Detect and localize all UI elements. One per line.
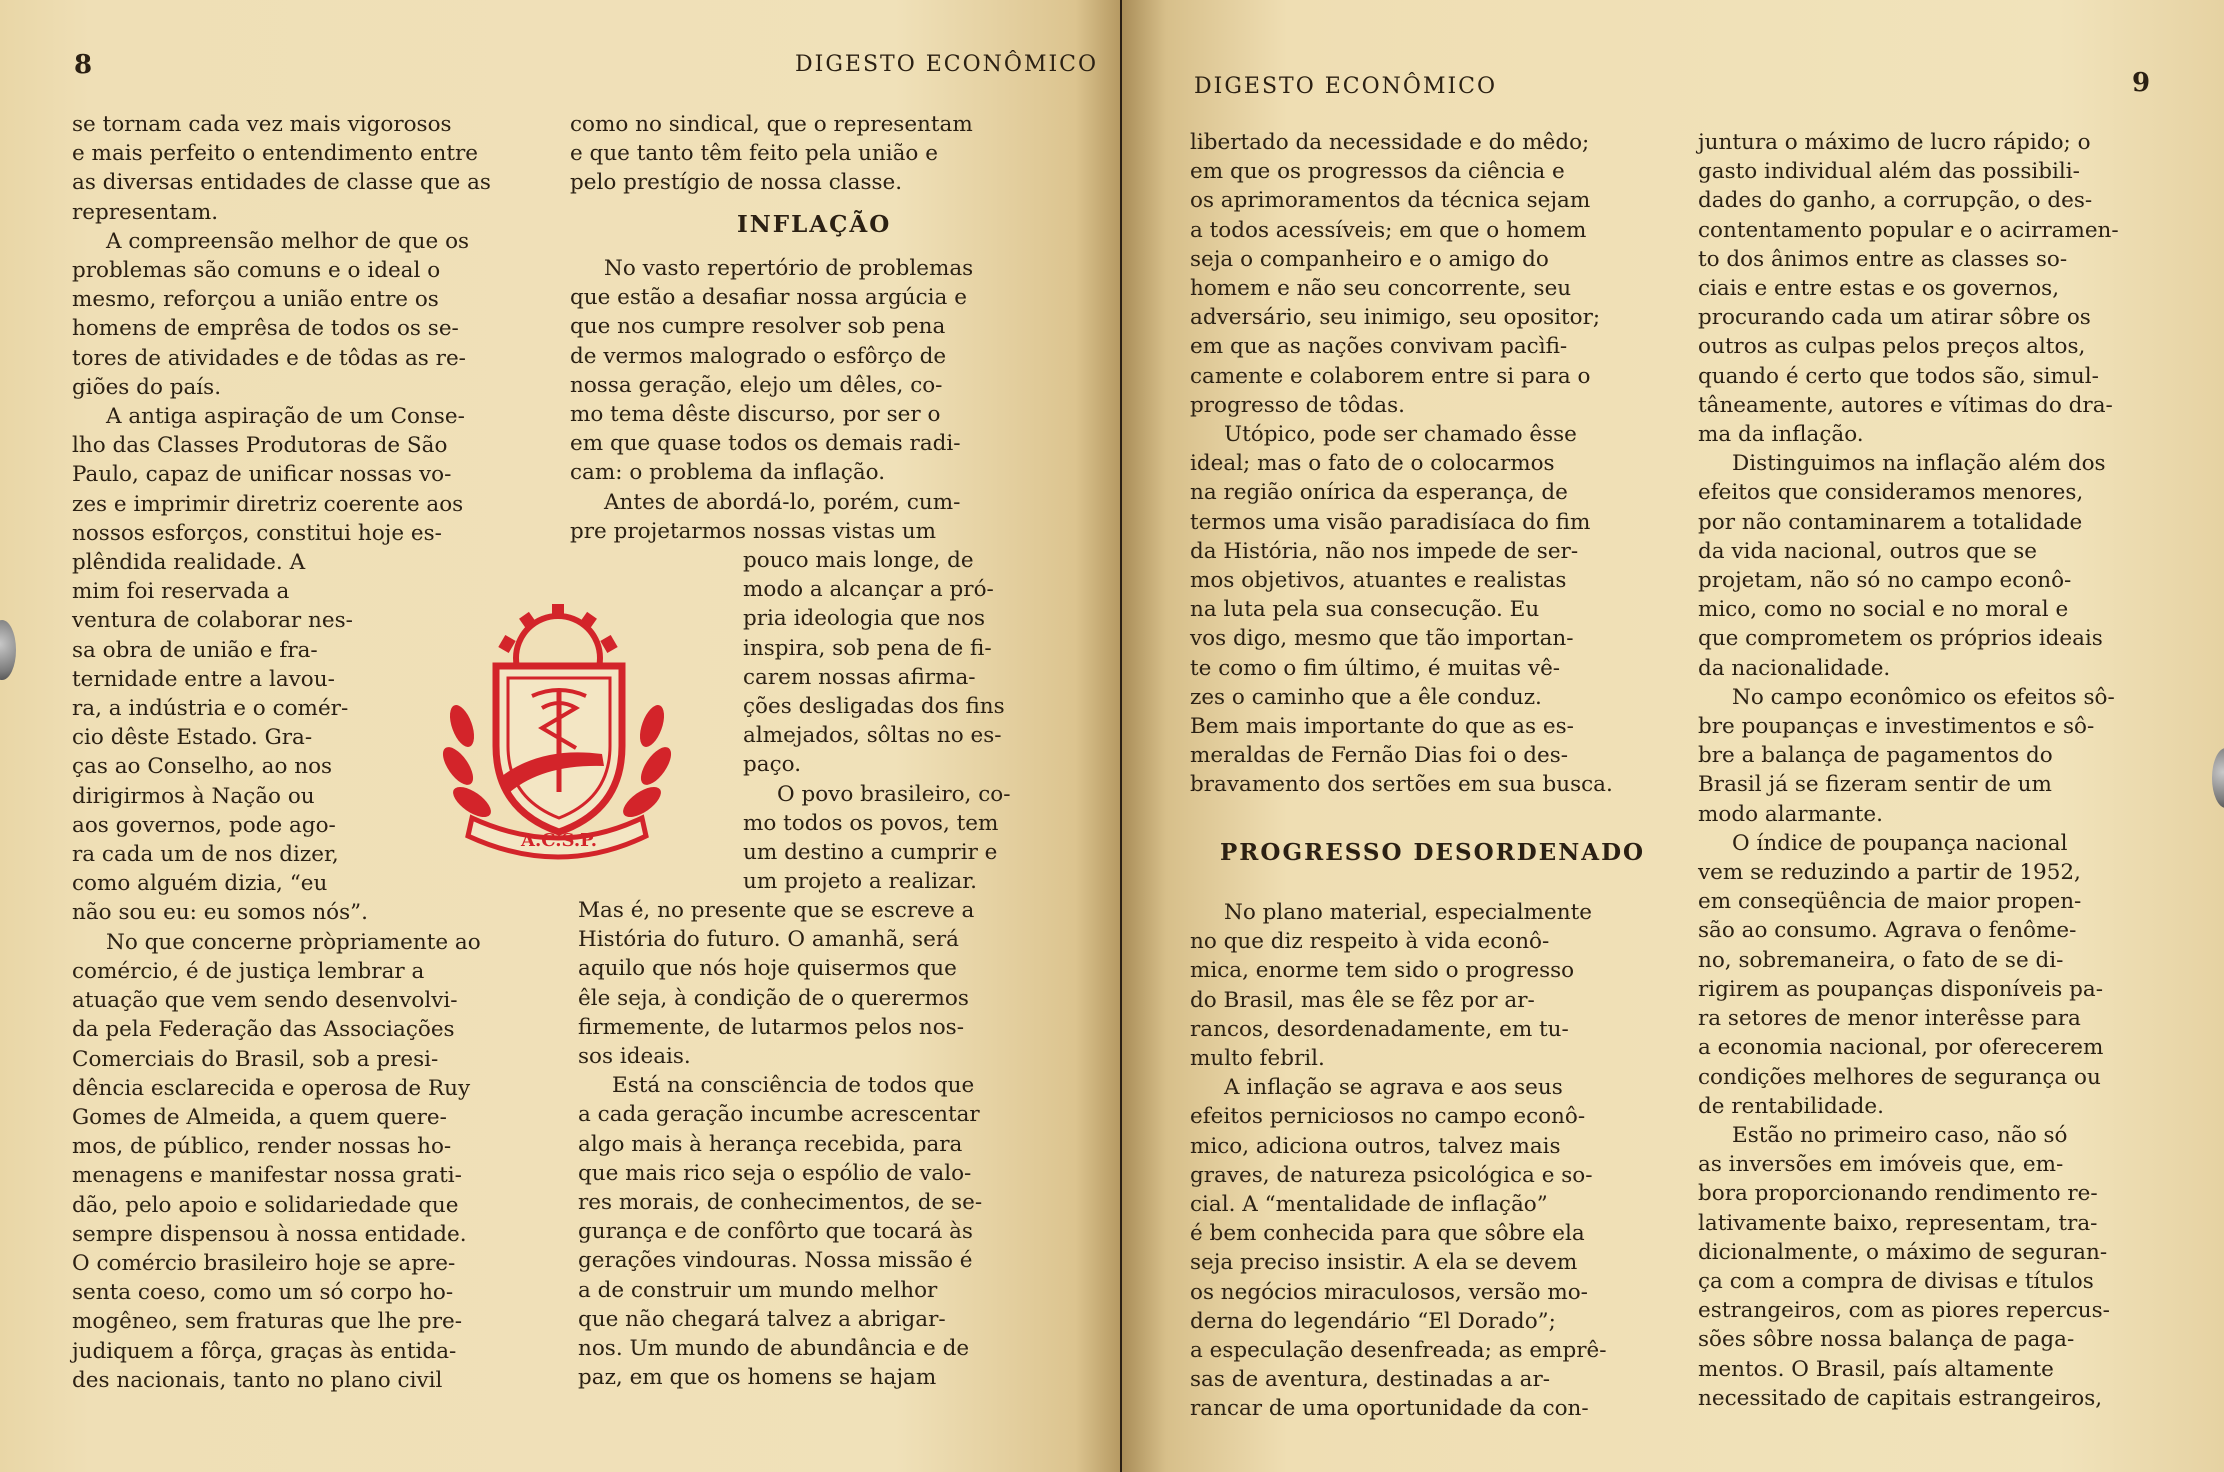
text-line: mo todos os povos, tem <box>743 810 999 836</box>
text-line: dência esclarecida e operosa de Ruy <box>72 1075 471 1101</box>
text-line: em que quase todos os demais radi- <box>570 431 961 457</box>
text-line: um destino a cumprir e <box>743 840 998 866</box>
text-line: da vida nacional, outros que se <box>1698 538 2038 564</box>
text-line: to dos ânimos entre as classes so- <box>1698 246 2068 272</box>
text-line: mesmo, reforçou a união entre os <box>72 287 439 313</box>
text-line: por não contaminarem a totalidade <box>1698 509 2083 535</box>
text-line: seja preciso insistir. A ela se devem <box>1190 1250 1578 1276</box>
text-block <box>1190 898 1780 1424</box>
text-line: aquilo que nós hoje quisermos que <box>578 956 957 982</box>
text-line: O povo brasileiro, co- <box>777 781 1011 807</box>
text-line: e mais perfeito o entendimento entre <box>72 141 479 167</box>
text-line: que nos cumpre resolver sob pena <box>570 314 946 340</box>
text-line: No vasto repertório de problemas <box>604 256 974 281</box>
text-line: sões sôbre nossa balança de paga- <box>1698 1327 2075 1353</box>
text-line: dicionalmente, o máximo de seguran- <box>1698 1239 2108 1265</box>
text-line: rancar de uma oportunidade da con- <box>1190 1396 1589 1422</box>
text-line: mim foi reservada a <box>72 579 290 605</box>
text-line: êle seja, à condição de o querermos <box>578 985 969 1011</box>
text-line: os aprimoramentos da técnica sejam <box>1190 188 1591 214</box>
binding-pin <box>2212 748 2224 808</box>
text-line: res morais, de conhecimentos, de se- <box>578 1190 983 1216</box>
text-line: A antiga aspiração de um Conse- <box>106 404 465 430</box>
text-line: A inflação se agrava e aos seus <box>1224 1075 1563 1101</box>
text-line: Gomes de Almeida, a quem quere- <box>72 1104 447 1130</box>
text-line: pre projetarmos nossas vistas um <box>570 518 937 544</box>
text-line: na luta pela sua consecução. Eu <box>1190 597 1540 623</box>
right-page <box>1122 0 2224 1472</box>
text-line: Está na consciência de todos que <box>612 1073 975 1099</box>
text-line: como alguém dizia, “eu <box>72 871 328 897</box>
text-line: sas de aventura, destinadas a ar- <box>1190 1367 1550 1393</box>
left-column-2-mid <box>570 254 1062 546</box>
acsp-emblem <box>432 596 682 864</box>
text-line: nos. Um mundo de abundância e de <box>578 1336 970 1362</box>
text-line: ideal; mas o fato de o colocarmos <box>1190 451 1555 477</box>
text-line: aos governos, pode ago- <box>72 812 336 838</box>
text-line: quando é certo que todos são, simul- <box>1698 363 2099 389</box>
text-line: ra setores de menor interêsse para <box>1698 1006 2081 1032</box>
text-line: homem e não seu concorrente, seu <box>1190 276 1572 302</box>
text-line: tores de atividades e de tôdas as re- <box>72 345 466 371</box>
text-line: no, sobremaneira, o fato de se di- <box>1698 947 2064 973</box>
text-line: O índice de poupança nacional <box>1732 830 2068 856</box>
text-line: modo a alcançar a pró- <box>743 577 994 603</box>
text-line: lho das Classes Produtoras de São <box>72 433 448 459</box>
text-line: pouco mais longe, de <box>743 548 974 573</box>
text-line: mentos. O Brasil, país altamente <box>1698 1356 2054 1382</box>
text-line: bre poupanças e investimentos e sô- <box>1698 714 2095 740</box>
text-line: as diversas entidades de classe que as <box>72 170 491 196</box>
text-line: e que tanto têm feito pela união e <box>570 141 938 167</box>
text-line: efeitos que consideramos menores, <box>1698 480 2084 506</box>
left-column-2-top <box>570 110 1062 198</box>
binding-pin <box>0 620 16 680</box>
text-line: ma da inflação. <box>1698 422 1864 448</box>
text-line: dirigirmos à Nação ou <box>72 783 315 809</box>
text-line: graves, de natureza psicológica e so- <box>1190 1162 1593 1188</box>
text-line: outros as culpas pelos preços altos, <box>1698 334 2086 360</box>
emblem-text: A.C.S.P. <box>521 830 597 851</box>
text-line: em que os progressos da ciência e <box>1190 159 1565 185</box>
text-line: lativamente baixo, representam, tra- <box>1698 1210 2098 1236</box>
text-line: zes o caminho que a êle conduz. <box>1190 684 1542 710</box>
text-line: carem nossas afirma- <box>743 664 976 690</box>
text-line: não sou eu: eu somos nós”. <box>72 900 368 926</box>
section-title-inflacao: INFLAÇÃO <box>737 211 892 238</box>
text-line: efeitos perniciosos no campo econô- <box>1190 1104 1586 1130</box>
running-head: DIGESTO ECONÔMICO <box>1194 74 1498 99</box>
text-line: sa obra de união e fra- <box>72 637 318 663</box>
text-line: na região onírica da esperança, de <box>1190 480 1568 506</box>
text-line: menagens e manifestar nossa grati- <box>72 1163 462 1189</box>
text-line: que mais rico seja o espólio de valo- <box>578 1160 972 1186</box>
text-line: giões do país. <box>72 374 222 400</box>
page-number: 9 <box>2132 68 2151 98</box>
text-line: tâneamente, autores e vítimas do dra- <box>1698 392 2113 418</box>
text-line: sempre dispensou à nossa entidade. <box>72 1221 467 1247</box>
text-line: contentamento popular e o acirramen- <box>1698 217 2119 243</box>
text-line: Estão no primeiro caso, não só <box>1732 1122 2068 1148</box>
text-line: meraldas de Fernão Dias foi o des- <box>1190 743 1569 769</box>
text-line: é bem conhecida para que sôbre ela <box>1190 1221 1585 1247</box>
text-line: mos objetivos, atuantes e realistas <box>1190 568 1567 594</box>
text-line: ciais e entre estas e os governos, <box>1698 276 2060 302</box>
text-line: cam: o problema da inflação. <box>570 460 886 486</box>
text-line: homens de emprêsa de todos os se- <box>72 316 459 342</box>
text-line: adversário, seu inimigo, seu opositor; <box>1190 305 1601 331</box>
text-line: pelo prestígio de nossa classe. <box>570 170 903 196</box>
text-line: bora proporcionando rendimento re- <box>1698 1181 2098 1207</box>
page-number: 8 <box>74 50 93 80</box>
text-line: Paulo, capaz de unificar nossas vo- <box>72 462 452 488</box>
right-column-2 <box>1698 128 2174 1413</box>
text-line: pria ideologia que nos <box>743 606 985 632</box>
text-line: em que as nações convivam pacìfi- <box>1190 334 1568 360</box>
text-line: bravamento dos sertões em sua busca. <box>1190 772 1613 798</box>
text-line: a cada geração incumbe acrescentar <box>578 1102 980 1128</box>
text-line: termos uma visão paradisíaca do fim <box>1190 509 1591 535</box>
text-block <box>570 110 1062 198</box>
text-line: No plano material, especialmente <box>1224 900 1592 925</box>
text-line: Antes de abordá-lo, porém, cum- <box>604 489 961 515</box>
text-line: Brasil já se fizeram sentir de um <box>1698 772 2052 798</box>
text-line: estrangeiros, com as piores repercus- <box>1698 1298 2110 1324</box>
text-line: mos, de público, render nossas ho- <box>72 1134 452 1160</box>
text-line: mico, como no social e no moral e <box>1698 597 2069 623</box>
text-line: dão, pelo apoio e solidariedade que <box>72 1192 459 1218</box>
text-line: plêndida realidade. A <box>72 550 306 576</box>
text-line: ças ao Conselho, ao nos <box>72 754 333 780</box>
text-line: camente e colaborem entre si para o <box>1190 363 1591 389</box>
text-line: gurança e de confôrto que tocará às <box>578 1219 973 1245</box>
text-line: seja o companheiro e o amigo do <box>1190 246 1549 272</box>
text-line: representam. <box>72 199 219 225</box>
text-line: A compreensão melhor de que os <box>106 228 470 254</box>
text-line: vos digo, mesmo que tão importan- <box>1190 626 1574 652</box>
text-line: senta coeso, como um só corpo ho- <box>72 1280 454 1306</box>
text-line: vem se reduzindo a partir de 1952, <box>1698 860 2081 886</box>
text-line: do Brasil, mas êle se fêz por ar- <box>1190 987 1535 1013</box>
text-line: cial. A “mentalidade de inflação” <box>1190 1192 1548 1218</box>
text-line: modo alarmante. <box>1698 801 1883 827</box>
text-line: No campo econômico os efeitos sô- <box>1732 684 2115 710</box>
text-line: da pela Federação das Associações <box>72 1017 455 1043</box>
text-line: ternidade entre a lavou- <box>72 666 335 692</box>
text-line: Bem mais importante do que as es- <box>1190 714 1574 740</box>
text-line: rancos, desordenadamente, em tu- <box>1190 1016 1569 1042</box>
text-line: problemas são comuns e o ideal o <box>72 258 441 284</box>
right-column-1-bottom <box>1190 898 1780 1424</box>
text-block <box>1698 128 2174 1413</box>
text-line: condições melhores de segurança ou <box>1698 1064 2101 1090</box>
text-line: da História, não nos impede de ser- <box>1190 538 1579 564</box>
text-line: cio dêste Estado. Gra- <box>72 725 313 751</box>
text-line: os negócios miraculosos, versão mo- <box>1190 1279 1588 1305</box>
text-line: de vermos malogrado o esfôrço de <box>570 343 947 369</box>
text-line: que comprometem os próprios ideais <box>1698 626 2103 652</box>
text-line: progresso de tôdas. <box>1190 392 1405 418</box>
text-block <box>578 896 1062 1392</box>
text-line: a todos acessíveis; em que o homem <box>1190 217 1587 243</box>
text-line: paço. <box>743 752 802 778</box>
text-line: nossos esforços, constitui hoje es- <box>72 520 442 546</box>
text-line: como no sindical, que o representam <box>570 112 973 137</box>
text-line: Comerciais do Brasil, sob a presi- <box>72 1046 439 1072</box>
text-line: a de construir um mundo melhor <box>578 1277 938 1303</box>
text-line: mo tema dêste discurso, por ser o <box>570 402 941 428</box>
text-line: comércio, é de justiça lembrar a <box>72 958 425 984</box>
text-line: de rentabilidade. <box>1698 1093 1884 1119</box>
text-line: são ao consumo. Agrava o fenôme- <box>1698 918 2077 944</box>
text-block <box>743 546 1062 896</box>
left-column-2-bottom <box>578 896 1062 1392</box>
section-title-progresso: PROGRESSO DESORDENADO <box>1220 839 1646 866</box>
text-line: almejados, sôltas no es- <box>743 723 1002 749</box>
text-line: um projeto a realizar. <box>743 869 977 895</box>
text-line: des nacionais, tanto no plano civil <box>72 1367 443 1393</box>
text-line: inspira, sob pena de fi- <box>743 635 992 661</box>
text-line: derna do legendário “El Dorado”; <box>1190 1308 1556 1334</box>
text-line: gasto individual além das possibili- <box>1698 159 2080 185</box>
text-line: ra cada um de nos dizer, <box>72 842 339 868</box>
text-line: ra, a indústria e o comér- <box>72 696 349 722</box>
text-line: Distinguimos na inflação além dos <box>1732 451 2106 477</box>
text-line: em conseqüência de maior propen- <box>1698 889 2082 915</box>
text-line: Mas é, no presente que se escreve a <box>578 898 975 923</box>
text-line: No que concerne pròpriamente ao <box>106 929 481 955</box>
text-line: judiquem a fôrça, graças às entida- <box>72 1338 457 1364</box>
text-line: te como o fim último, é muitas vê- <box>1190 655 1561 681</box>
text-line: firmemente, de lutarmos pelos nos- <box>578 1014 964 1040</box>
text-line: a especulação desenfreada; as emprê- <box>1190 1338 1607 1364</box>
text-line: mica, enorme tem sido o progresso <box>1190 958 1575 984</box>
text-block <box>570 254 1062 546</box>
text-line: gerações vindouras. Nossa missão é <box>578 1248 973 1274</box>
text-line: a economia nacional, por oferecerem <box>1698 1035 2104 1061</box>
text-line: mico, adiciona outros, talvez mais <box>1190 1133 1561 1159</box>
text-line: bre a balança de pagamentos do <box>1698 743 2053 769</box>
text-line: ções desligadas dos fins <box>743 694 1005 720</box>
text-line: nossa geração, elejo um dêles, co- <box>570 372 943 398</box>
text-line: algo mais à herança recebida, para <box>578 1131 963 1157</box>
text-line: se tornam cada vez mais vigorosos <box>72 112 452 137</box>
text-line: paz, em que os homens se hajam <box>578 1365 937 1391</box>
text-line: ça com a compra de divisas e títulos <box>1698 1268 2094 1294</box>
text-line: da nacionalidade. <box>1698 655 1891 681</box>
text-line: projetam, não só no campo econô- <box>1698 568 2072 594</box>
right-column-1-top <box>1190 128 1780 800</box>
text-line: libertado da necessidade e do mêdo; <box>1190 130 1590 155</box>
text-block <box>1190 128 1780 800</box>
text-line: atuação que vem sendo desenvolvi- <box>72 988 458 1014</box>
left-column-2-wrap <box>743 546 1062 896</box>
text-line: mogêneo, sem fraturas que lhe pre- <box>72 1309 462 1335</box>
text-line: que estão a desafiar nossa argúcia e <box>570 285 967 311</box>
text-line: procurando cada um atirar sôbre os <box>1698 305 2091 331</box>
text-line: que não chegará talvez a abrigar- <box>578 1306 946 1332</box>
text-line: juntura o máximo de lucro rápido; o <box>1698 130 2091 155</box>
text-line: rigirem as poupanças disponíveis pa- <box>1698 976 2103 1002</box>
text-line: dades do ganho, a corrupção, o des- <box>1698 188 2093 214</box>
text-line: O comércio brasileiro hoje se apre- <box>72 1250 456 1276</box>
text-line: zes e imprimir diretriz coerente aos <box>72 491 464 517</box>
text-line: sos ideais. <box>578 1044 691 1070</box>
text-line: ventura de colaborar nes- <box>72 608 353 634</box>
running-head: DIGESTO ECONÔMICO <box>795 52 1099 77</box>
text-line: no que diz respeito à vida econô- <box>1190 929 1550 955</box>
text-line: multo febril. <box>1190 1046 1325 1072</box>
text-line: Utópico, pode ser chamado êsse <box>1224 422 1577 448</box>
text-line: necessitado de capitais estrangeiros, <box>1698 1385 2103 1411</box>
text-line: História do futuro. O amanhã, será <box>578 927 959 953</box>
text-line: as inversões em imóveis que, em- <box>1698 1152 2064 1178</box>
